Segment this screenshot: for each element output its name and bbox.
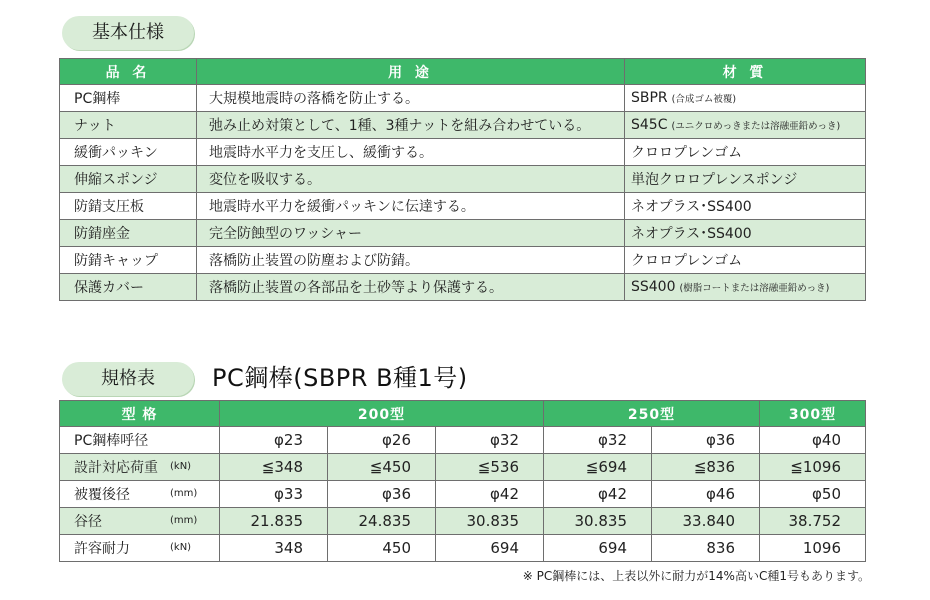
size-row-unit: (kN) xyxy=(170,461,192,472)
size-value: ≦694 xyxy=(544,454,652,481)
size-value: 836 xyxy=(652,535,760,562)
size-value: φ46 xyxy=(652,481,760,508)
size-row-label: 許容耐力 xyxy=(74,541,130,557)
spec-use: 地震時水平力を支圧し、緩衝する。 xyxy=(197,139,625,166)
size-value: φ32 xyxy=(436,427,544,454)
section-label-size-table: 規格表 xyxy=(62,362,194,396)
size-value: φ42 xyxy=(436,481,544,508)
spec-material xyxy=(625,193,866,220)
size-value: 1096 xyxy=(760,535,866,562)
size-value: 33.840 xyxy=(652,508,760,535)
spec-material-note: (樹脂コートまたは溶融亜鉛めっき) xyxy=(679,283,830,294)
size-value: φ40 xyxy=(760,427,866,454)
size-row-label-cell xyxy=(60,508,220,535)
spec-row xyxy=(60,193,866,220)
size-value: ≦348 xyxy=(220,454,328,481)
size-row-unit: (mm) xyxy=(170,515,198,526)
spec-material-note: (ユニクロめっきまたは溶融亜鉛めっき) xyxy=(671,121,841,132)
spec-name: 伸縮スポンジ xyxy=(60,166,197,193)
spec-use: 大規模地震時の落橋を防止する。 xyxy=(197,85,625,112)
size-row xyxy=(60,427,866,454)
spec-material-main: SS400 xyxy=(631,279,676,295)
size-row xyxy=(60,454,866,481)
spec-use: 地震時水平力を緩衝パッキンに伝達する。 xyxy=(197,193,625,220)
size-value: φ36 xyxy=(652,427,760,454)
header-name: 品 名 xyxy=(60,59,197,85)
spec-name: PC鋼棒 xyxy=(60,85,197,112)
spec-row xyxy=(60,247,866,274)
spec-name: 防錆キャップ xyxy=(60,247,197,274)
size-value: 21.835 xyxy=(220,508,328,535)
size-row-label-cell xyxy=(60,454,220,481)
size-value: 30.835 xyxy=(436,508,544,535)
size-value: 348 xyxy=(220,535,328,562)
size-row-unit: (kN) xyxy=(170,542,192,553)
spec-row xyxy=(60,139,866,166)
spec-row xyxy=(60,112,866,139)
spec-use: 落橋防止装置の防塵および防錆。 xyxy=(197,247,625,274)
header-material: 材 質 xyxy=(625,59,866,85)
size-table xyxy=(59,400,866,562)
size-header-row xyxy=(60,401,866,427)
spec-row xyxy=(60,274,866,301)
spec-name: 防錆座金 xyxy=(60,220,197,247)
size-value: 38.752 xyxy=(760,508,866,535)
spec-material-main: 単泡クロロプレンスポンジ xyxy=(631,172,798,188)
basic-spec-table xyxy=(59,58,866,301)
spec-material-main: クロロプレンゴム xyxy=(631,145,743,161)
size-row-label: 被覆後径 xyxy=(74,487,130,503)
size-row-unit: (mm) xyxy=(170,488,198,499)
spec-material-main: ネオプラス･SS400 xyxy=(631,199,752,215)
size-row-label-cell xyxy=(60,535,220,562)
spec-material-main: ネオプラス･SS400 xyxy=(631,226,752,242)
spec-header-row xyxy=(60,59,866,85)
header-type: 型 格 xyxy=(60,401,220,427)
size-value: φ26 xyxy=(328,427,436,454)
size-value: φ50 xyxy=(760,481,866,508)
spec-material xyxy=(625,220,866,247)
spec-material-main: クロロプレンゴム xyxy=(631,253,743,269)
size-row-label-cell xyxy=(60,427,220,454)
spec-use: 弛み止め対策として、1種、3種ナットを組み合わせている。 xyxy=(197,112,625,139)
spec-material xyxy=(625,112,866,139)
size-value: φ42 xyxy=(544,481,652,508)
size-value: φ23 xyxy=(220,427,328,454)
spec-name: ナット xyxy=(60,112,197,139)
spec-name: 防錆支圧板 xyxy=(60,193,197,220)
spec-material-main: SBPR xyxy=(631,90,668,106)
spec-row xyxy=(60,220,866,247)
spec-use: 落橋防止装置の各部品を土砂等より保護する。 xyxy=(197,274,625,301)
header-250: 250型 xyxy=(544,401,760,427)
size-value: φ33 xyxy=(220,481,328,508)
size-value: ≦450 xyxy=(328,454,436,481)
header-300: 300型 xyxy=(760,401,866,427)
spec-material xyxy=(625,85,866,112)
spec-material-note: (合成ゴム被覆) xyxy=(671,94,737,105)
size-row xyxy=(60,481,866,508)
header-200: 200型 xyxy=(220,401,544,427)
size-table-title: PC鋼棒(SBPR B種1号) xyxy=(212,364,468,392)
size-value: ≦536 xyxy=(436,454,544,481)
footnote: ※ PC鋼棒には、上表以外に耐力が14%高いC種1号もあります。 xyxy=(522,569,870,583)
size-value: 694 xyxy=(436,535,544,562)
spec-row xyxy=(60,166,866,193)
size-row xyxy=(60,535,866,562)
spec-material xyxy=(625,247,866,274)
size-row-label: 設計対応荷重 xyxy=(74,460,158,476)
size-row-label: PC鋼棒呼径 xyxy=(74,433,149,449)
spec-material xyxy=(625,274,866,301)
size-row-label: 谷径 xyxy=(74,514,102,530)
size-value: 694 xyxy=(544,535,652,562)
size-value: ≦836 xyxy=(652,454,760,481)
spec-name: 保護カバー xyxy=(60,274,197,301)
spec-material xyxy=(625,166,866,193)
size-value: ≦1096 xyxy=(760,454,866,481)
size-row xyxy=(60,508,866,535)
spec-name: 緩衝パッキン xyxy=(60,139,197,166)
size-value: 30.835 xyxy=(544,508,652,535)
section-label-basic-spec: 基本仕様 xyxy=(62,16,194,50)
size-value: φ36 xyxy=(328,481,436,508)
size-row-label-cell xyxy=(60,481,220,508)
header-use: 用 途 xyxy=(197,59,625,85)
size-value: 450 xyxy=(328,535,436,562)
spec-material-main: S45C xyxy=(631,117,668,133)
spec-row xyxy=(60,85,866,112)
size-value: 24.835 xyxy=(328,508,436,535)
size-value: φ32 xyxy=(544,427,652,454)
spec-material xyxy=(625,139,866,166)
spec-use: 完全防蝕型のワッシャー xyxy=(197,220,625,247)
spec-use: 変位を吸収する。 xyxy=(197,166,625,193)
